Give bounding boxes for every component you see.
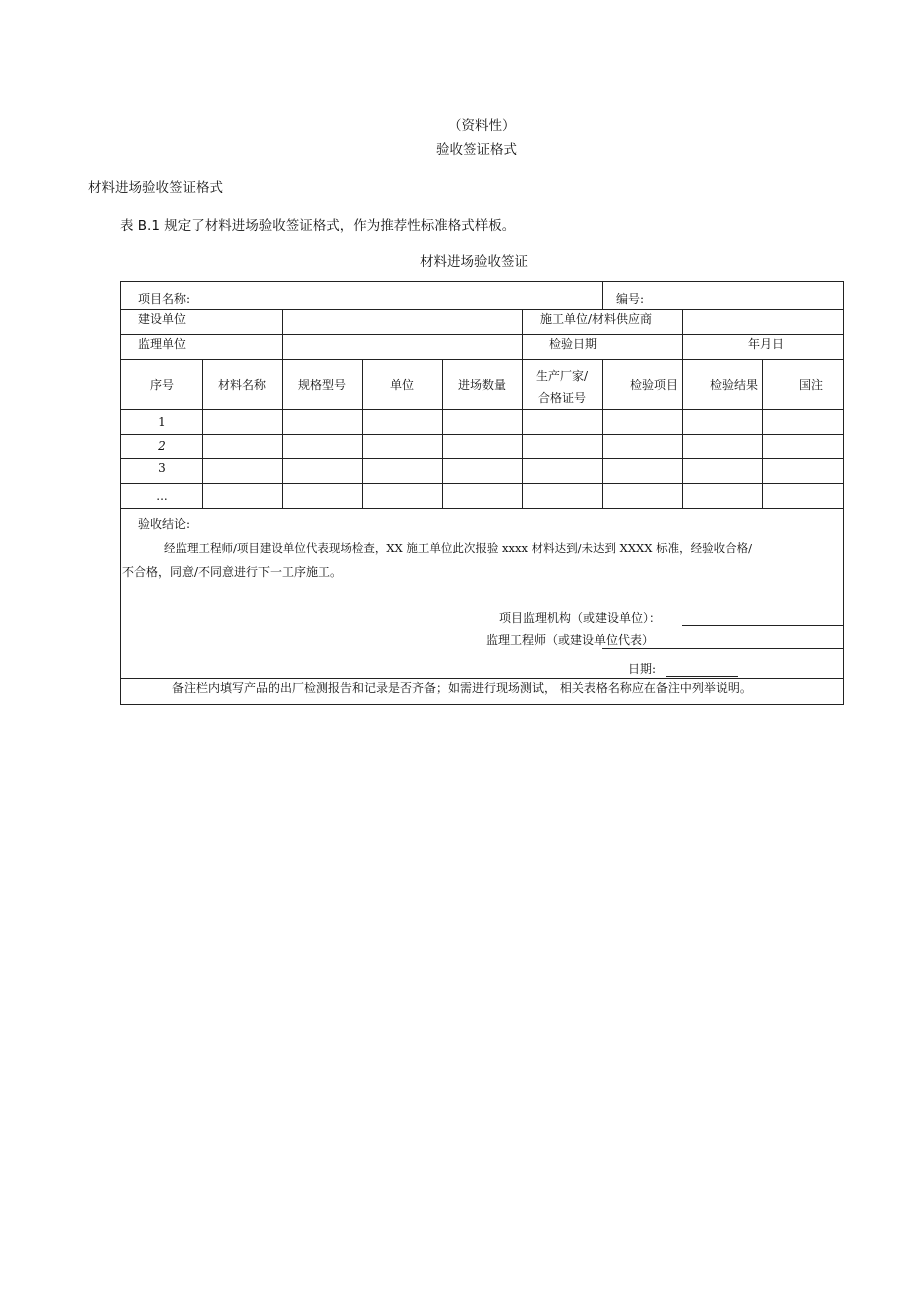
section-title: 材料进场验收签证格式	[88, 180, 223, 196]
column-header: 单位	[389, 378, 415, 392]
sign-date-label: 日期:	[628, 662, 657, 676]
intro-paragraph: 表 B.1 规定了材料进场验收签证格式，作为推荐性标准格式样板。	[120, 218, 516, 234]
conclusion-text: 经监理工程师/项目建设单位代表现场检查，XX 施工单位此次报验 xxxx 材料达到/未达到 XXXX 标准，经验收合格/	[164, 541, 752, 555]
supervisor-label: 监理单位	[138, 337, 187, 351]
column-header: 检验项目	[629, 378, 679, 392]
grid-line	[522, 359, 523, 508]
grid-line	[282, 309, 283, 359]
row-number: 1	[158, 415, 166, 429]
grid-line	[282, 359, 283, 508]
inspect-date-value: 年月日	[748, 337, 785, 351]
date-line	[666, 676, 738, 677]
signature-line	[602, 648, 843, 649]
grid-line	[121, 678, 843, 679]
column-header: 进场数量	[457, 378, 507, 392]
grid-line	[762, 359, 763, 508]
supervision-org-label: 项目监理机构（或建设单位）：	[499, 611, 662, 625]
grid-line	[121, 434, 843, 435]
inspect-date-label: 检验日期	[549, 337, 598, 351]
contractor-label: 施工单位/材料供应商	[540, 312, 653, 326]
row-number: 2	[158, 439, 166, 453]
grid-line	[121, 334, 843, 335]
builder-label: 建设单位	[138, 312, 187, 326]
grid-line	[121, 508, 843, 509]
serial-number-label: 编号:	[616, 292, 645, 306]
column-header: 检验结果	[709, 378, 759, 392]
row-number: 3	[158, 461, 166, 475]
grid-line	[682, 309, 683, 359]
grid-line	[442, 359, 443, 508]
column-header: 合格证号	[537, 391, 587, 405]
signature-line	[682, 625, 843, 626]
appendix-title: 验收签证格式	[436, 142, 517, 158]
project-name-label: 项目名称:	[138, 292, 191, 306]
row-number: ...	[156, 489, 168, 503]
column-header: 材料名称	[217, 378, 267, 392]
grid-line	[121, 458, 843, 459]
table-title: 材料进场验收签证	[420, 254, 528, 270]
column-header: 生产厂家/	[535, 369, 589, 383]
grid-line	[682, 359, 683, 508]
appendix-nature: （资料性）	[448, 118, 516, 134]
grid-line	[202, 359, 203, 508]
conclusion-text: 不合格，同意/不同意进行下一工序施工。	[122, 565, 343, 579]
grid-line	[121, 483, 843, 484]
grid-line	[121, 309, 843, 310]
supervision-engineer-label: 监理工程师（或建设单位代表）	[486, 633, 655, 647]
grid-line	[362, 359, 363, 508]
grid-line	[602, 359, 603, 508]
column-header: 规格型号	[297, 378, 347, 392]
grid-line	[602, 282, 603, 309]
grid-line	[121, 359, 843, 360]
grid-line	[121, 409, 843, 410]
remark-text: 备注栏内填写产品的出厂检测报告和记录是否齐备；如需进行现场测试， 相关表格名称应在备注中列举说明。	[172, 681, 752, 695]
conclusion-label: 验收结论:	[138, 517, 191, 531]
grid-line	[522, 309, 523, 359]
material-acceptance-form	[120, 281, 844, 705]
column-header: 序号	[149, 378, 175, 392]
column-header: 国注	[798, 378, 824, 392]
